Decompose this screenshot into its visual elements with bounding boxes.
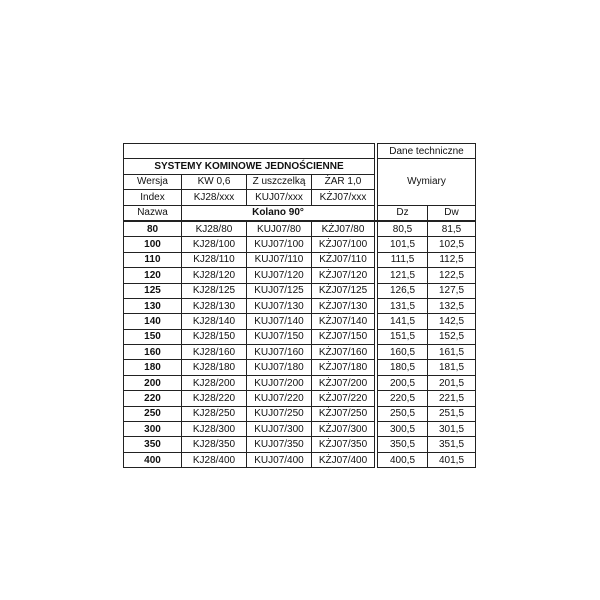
- table-row: [124, 452, 476, 467]
- table-row: [124, 329, 476, 344]
- index-label: Index: [124, 190, 182, 205]
- row-zar-index: KŻJ07/220: [312, 391, 375, 406]
- row-zar-index: KŻJ07/125: [312, 283, 375, 298]
- row-dz: 151,5: [378, 329, 428, 344]
- row-zar-index: KŻJ07/100: [312, 237, 375, 252]
- row-dz: 80,5: [378, 221, 428, 237]
- row-zar-index: KŻJ07/150: [312, 329, 375, 344]
- row-uszczelka-index: KUJ07/400: [247, 452, 312, 467]
- row-dz: 111,5: [378, 252, 428, 267]
- row-dz: 141,5: [378, 314, 428, 329]
- row-dw: 102,5: [428, 237, 476, 252]
- gap-cell: [375, 190, 378, 205]
- row-zar-index: KŻJ07/250: [312, 406, 375, 421]
- version-kw: KW 0,6: [182, 174, 247, 189]
- row-zar-index: KŻJ07/160: [312, 345, 375, 360]
- row-kw-index: KJ28/120: [182, 268, 247, 283]
- row-uszczelka-index: KUJ07/350: [247, 437, 312, 452]
- row-nazwa: 100: [124, 237, 182, 252]
- row-dw: 181,5: [428, 360, 476, 375]
- row-kw-index: KJ28/110: [182, 252, 247, 267]
- dz-label: Dz: [378, 205, 428, 221]
- row-zar-index: KŻJ07/110: [312, 252, 375, 267]
- row-nazwa: 140: [124, 314, 182, 329]
- row-dw: 161,5: [428, 345, 476, 360]
- row-dw: 81,5: [428, 221, 476, 237]
- row-uszczelka-index: KUJ07/120: [247, 268, 312, 283]
- version-uszczelka: Z uszczelką: [247, 174, 312, 189]
- row-uszczelka-index: KUJ07/180: [247, 360, 312, 375]
- row-kw-index: KJ28/180: [182, 360, 247, 375]
- row-kw-index: KJ28/100: [182, 237, 247, 252]
- row-dz: 300,5: [378, 422, 428, 437]
- name-row: [124, 205, 476, 221]
- row-zar-index: KŻJ07/80: [312, 221, 375, 237]
- tech-title: Dane techniczne: [378, 144, 476, 159]
- row-kw-index: KJ28/220: [182, 391, 247, 406]
- version-zar: ŻAR 1,0: [312, 174, 375, 189]
- row-dw: 221,5: [428, 391, 476, 406]
- row-dw: 201,5: [428, 375, 476, 390]
- row-zar-index: KŻJ07/180: [312, 360, 375, 375]
- row-dz: 200,5: [378, 375, 428, 390]
- table-row: [124, 268, 476, 283]
- row-nazwa: 160: [124, 345, 182, 360]
- index-uszczelka: KUJ07/xxx: [247, 190, 312, 205]
- row-nazwa: 130: [124, 298, 182, 313]
- row-kw-index: KJ28/250: [182, 406, 247, 421]
- row-dz: 121,5: [378, 268, 428, 283]
- row-kw-index: KJ28/300: [182, 422, 247, 437]
- row-uszczelka-index: KUJ07/250: [247, 406, 312, 421]
- row-dw: 251,5: [428, 406, 476, 421]
- row-nazwa: 200: [124, 375, 182, 390]
- row-uszczelka-index: KUJ07/80: [247, 221, 312, 237]
- row-zar-index: KŻJ07/300: [312, 422, 375, 437]
- row-dw: 127,5: [428, 283, 476, 298]
- index-zar: KŻJ07/xxx: [312, 190, 375, 205]
- row-dz: 250,5: [378, 406, 428, 421]
- nazwa-label: Nazwa: [124, 205, 182, 221]
- row-dz: 400,5: [378, 452, 428, 467]
- row-dw: 112,5: [428, 252, 476, 267]
- row-zar-index: KŻJ07/400: [312, 452, 375, 467]
- row-nazwa: 180: [124, 360, 182, 375]
- row-dw: 122,5: [428, 268, 476, 283]
- table-row: [124, 237, 476, 252]
- row-uszczelka-index: KUJ07/200: [247, 375, 312, 390]
- row-uszczelka-index: KUJ07/130: [247, 298, 312, 313]
- row-nazwa: 125: [124, 283, 182, 298]
- row-dw: 132,5: [428, 298, 476, 313]
- row-kw-index: KJ28/200: [182, 375, 247, 390]
- row-dw: 152,5: [428, 329, 476, 344]
- row-kw-index: KJ28/140: [182, 314, 247, 329]
- blank-cell: [124, 144, 375, 159]
- row-uszczelka-index: KUJ07/100: [247, 237, 312, 252]
- system-title: SYSTEMY KOMINOWE JEDNOŚCIENNE: [124, 159, 375, 174]
- row-kw-index: KJ28/125: [182, 283, 247, 298]
- row-nazwa: 150: [124, 329, 182, 344]
- row-dz: 126,5: [378, 283, 428, 298]
- row-kw-index: KJ28/80: [182, 221, 247, 237]
- row-uszczelka-index: KUJ07/125: [247, 283, 312, 298]
- row-nazwa: 250: [124, 406, 182, 421]
- table-row: [124, 252, 476, 267]
- row-dz: 220,5: [378, 391, 428, 406]
- row-kw-index: KJ28/160: [182, 345, 247, 360]
- table-row: [124, 437, 476, 452]
- table-row: [124, 406, 476, 421]
- gap-cell: [375, 174, 378, 189]
- spec-table: [123, 143, 476, 468]
- dimensions-title: Wymiary: [378, 159, 476, 205]
- row-dz: 160,5: [378, 345, 428, 360]
- row-dw: 351,5: [428, 437, 476, 452]
- row-kw-index: KJ28/130: [182, 298, 247, 313]
- row-uszczelka-index: KUJ07/220: [247, 391, 312, 406]
- row-zar-index: KŻJ07/120: [312, 268, 375, 283]
- row-nazwa: 220: [124, 391, 182, 406]
- row-nazwa: 400: [124, 452, 182, 467]
- row-uszczelka-index: KUJ07/140: [247, 314, 312, 329]
- table-row: [124, 391, 476, 406]
- row-dw: 301,5: [428, 422, 476, 437]
- table-row: [124, 314, 476, 329]
- row-uszczelka-index: KUJ07/150: [247, 329, 312, 344]
- row-dw: 142,5: [428, 314, 476, 329]
- row-dz: 131,5: [378, 298, 428, 313]
- table-row: [124, 360, 476, 375]
- row-nazwa: 80: [124, 221, 182, 237]
- row-uszczelka-index: KUJ07/160: [247, 345, 312, 360]
- row-zar-index: KŻJ07/130: [312, 298, 375, 313]
- row-kw-index: KJ28/400: [182, 452, 247, 467]
- row-zar-index: KŻJ07/140: [312, 314, 375, 329]
- row-nazwa: 300: [124, 422, 182, 437]
- row-dz: 350,5: [378, 437, 428, 452]
- table-row: [124, 298, 476, 313]
- index-kw: KJ28/xxx: [182, 190, 247, 205]
- table-row: [124, 345, 476, 360]
- row-dz: 101,5: [378, 237, 428, 252]
- row-nazwa: 350: [124, 437, 182, 452]
- row-dw: 401,5: [428, 452, 476, 467]
- table-row: [124, 375, 476, 390]
- dw-label: Dw: [428, 205, 476, 221]
- row-zar-index: KŻJ07/350: [312, 437, 375, 452]
- blank-top-row: [124, 144, 476, 159]
- row-zar-index: KŻJ07/200: [312, 375, 375, 390]
- row-dz: 180,5: [378, 360, 428, 375]
- table-row: [124, 221, 476, 237]
- row-uszczelka-index: KUJ07/300: [247, 422, 312, 437]
- table-row: [124, 283, 476, 298]
- wersja-label: Wersja: [124, 174, 182, 189]
- row-nazwa: 110: [124, 252, 182, 267]
- title-row: [124, 159, 476, 174]
- product-name: Kolano 90°: [182, 205, 375, 221]
- row-nazwa: 120: [124, 268, 182, 283]
- row-uszczelka-index: KUJ07/110: [247, 252, 312, 267]
- row-kw-index: KJ28/350: [182, 437, 247, 452]
- table-row: [124, 422, 476, 437]
- row-kw-index: KJ28/150: [182, 329, 247, 344]
